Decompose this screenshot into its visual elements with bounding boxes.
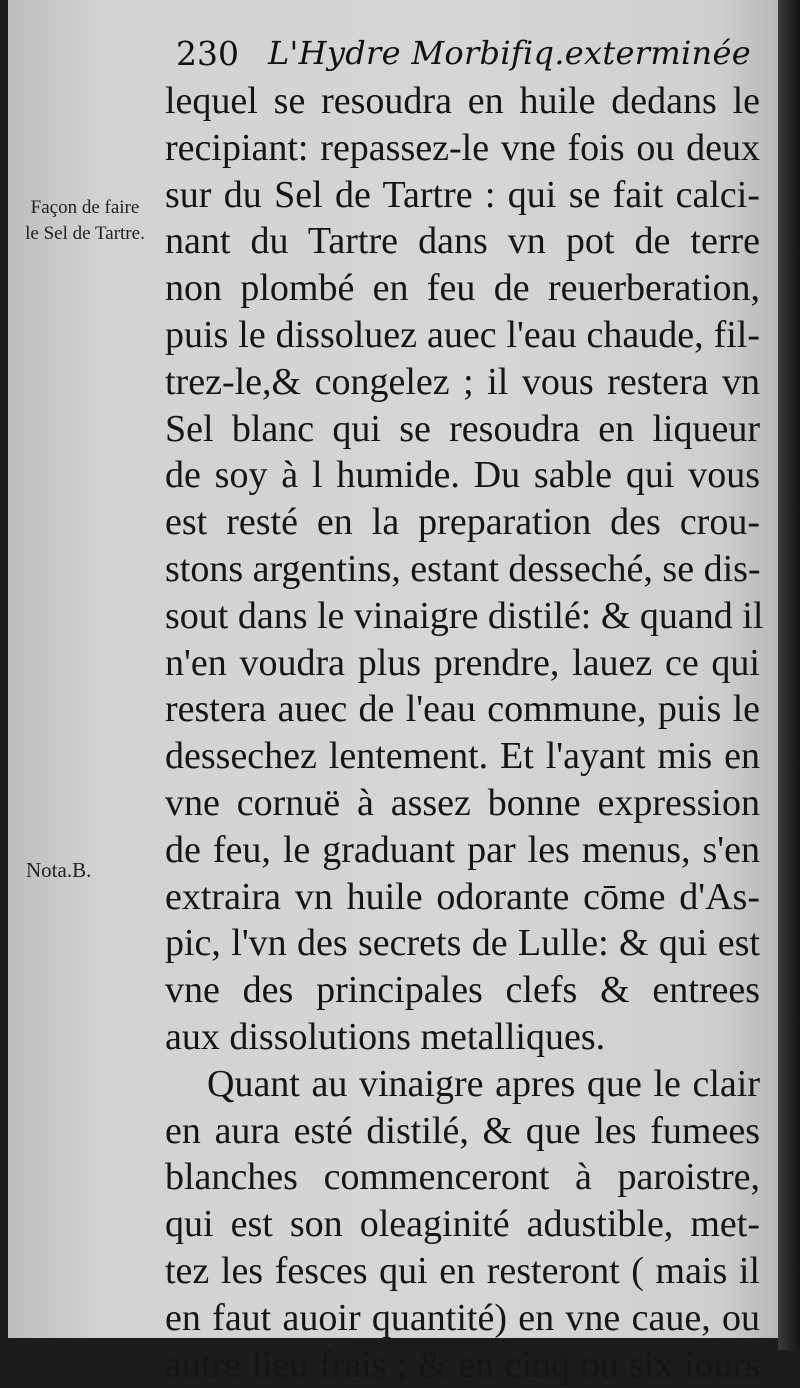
text-line: extraira vn huile odorante cōme d'As- xyxy=(165,875,760,918)
margin-note-sel-de-tartre: Façon de faire le Sel de Tartre. xyxy=(25,197,145,244)
text-line: sur du Sel de Tartre : qui se fait calci- xyxy=(165,173,760,216)
text-line: dessechez lentement. Et l'ayant mis en xyxy=(165,735,760,778)
margin-note-nota-b: Nota.B. xyxy=(26,858,92,882)
text-line: vne des principales clefs & entrees xyxy=(165,969,760,1012)
running-title: L'Hydre Morbifiq.exterminée xyxy=(268,34,751,72)
text-line: recipiant: repassez-le vne fois ou deux xyxy=(165,126,760,169)
text-line: en faut auoir quantité) en vne caue, ou xyxy=(165,1296,760,1339)
text-line: non plombé en feu de reuerberation, xyxy=(165,267,760,310)
text-line: Sel blanc qui se resoudra en liqueur xyxy=(165,407,760,450)
text-line: Quant au vinaigre apres que le clair xyxy=(207,1062,760,1105)
text-line: restera auec de l'eau commune, puis le xyxy=(165,688,760,731)
text-line: de feu, le graduant par les menus, s'en xyxy=(165,828,760,871)
text-line: aux dissolutions metalliques. xyxy=(165,1015,606,1058)
text-line: autre lieu frais ; & en cinq ou six iours xyxy=(165,1343,760,1386)
text-line: sout dans le vinaigre distilé: & quand il xyxy=(165,594,764,637)
text-line: de soy à l humide. Du sable qui vous xyxy=(165,454,760,497)
text-line: n'en voudra plus prendre, lauez ce qui xyxy=(165,641,760,684)
text-line: nant du Tartre dans vn pot de terre xyxy=(165,220,760,263)
text-line: en aura esté distilé, & que les fumees xyxy=(165,1109,760,1152)
text-line: est resté en la preparation des crou- xyxy=(165,501,760,544)
text-line: qui est son oleaginité adustible, met- xyxy=(165,1203,760,1246)
text-line: puis le dissoluez auec l'eau chaude, fil- xyxy=(165,313,760,356)
text-line: trez-le,& congelez ; il vous restera vn xyxy=(165,360,760,403)
text-line: pic, l'vn des secrets de Lulle: & qui est xyxy=(165,922,760,965)
text-line: stons argentins, estant desseché, se dis- xyxy=(165,547,761,590)
page-edge-shadow xyxy=(778,0,800,1350)
body-text xyxy=(165,78,764,1388)
book-page xyxy=(8,0,778,1386)
text-line: blanches commenceront à paroistre, xyxy=(165,1156,760,1199)
page-header xyxy=(170,26,770,78)
text-line: lequel se resoudra en huile dedans le xyxy=(165,80,760,122)
page-number: 230 xyxy=(176,34,239,73)
text-line: tez les fesces qui en resteront ( mais il xyxy=(165,1249,760,1292)
text-line: vne cornuë à assez bonne expression xyxy=(165,781,760,824)
